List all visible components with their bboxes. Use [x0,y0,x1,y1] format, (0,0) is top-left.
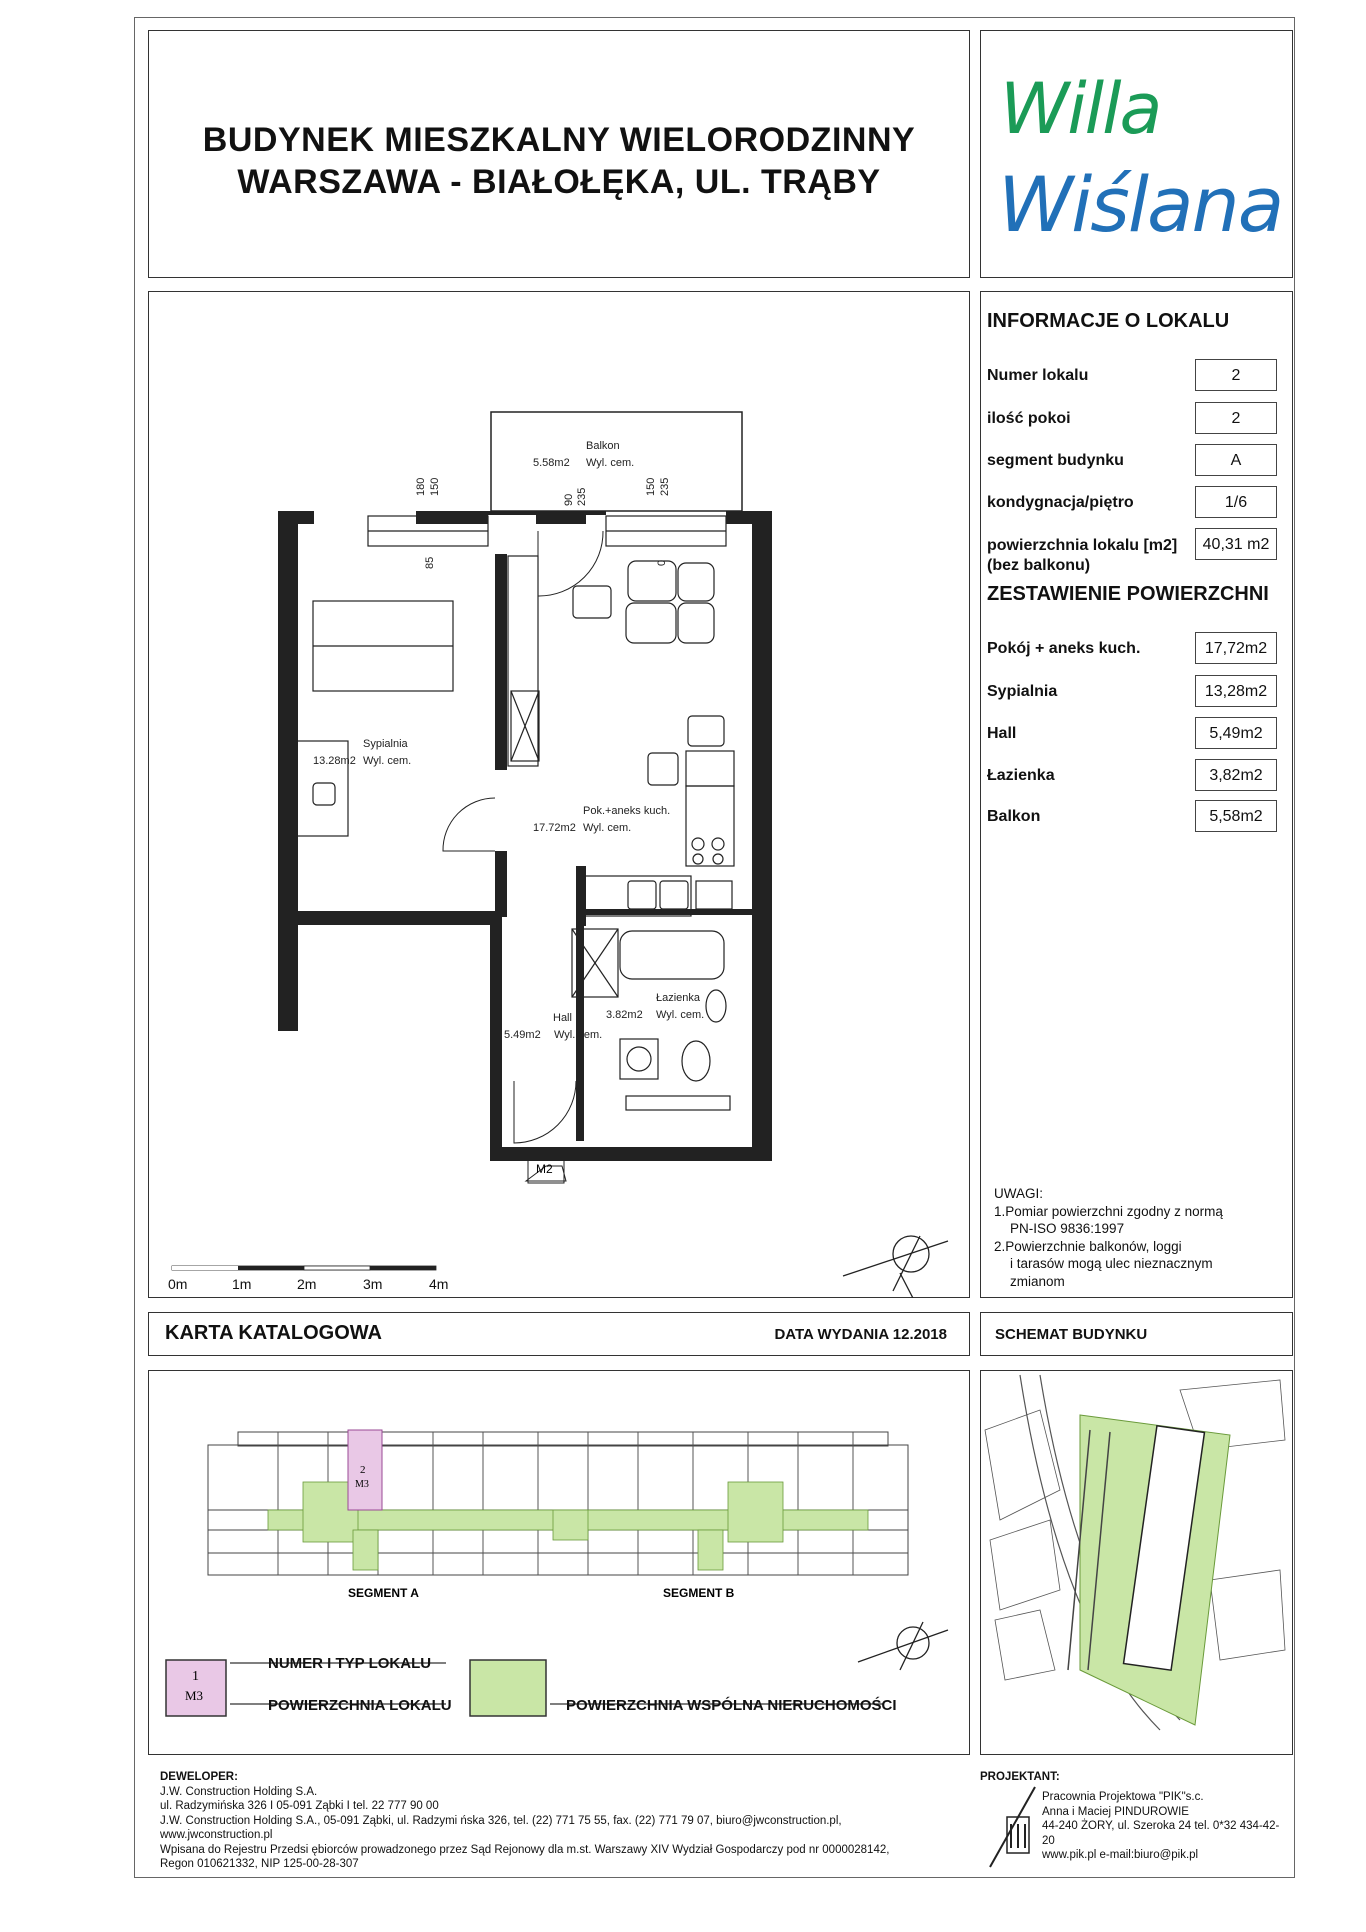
area-label-balcony: Balkon [987,808,1041,825]
developer-info [160,1770,940,1872]
legend-common: POWIERZCHNIA WSPÓLNA NIERUCHOMOŚCI [566,1697,897,1714]
area-value-living: 17,72m2 [1195,632,1277,664]
room-name-pokoj: Pok.+aneks kuch. [583,805,671,817]
info-label-floor: kondygnacja/piętro [987,494,1134,511]
note-line: 2.Powierzchnie balkonów, loggi [994,1238,1182,1254]
developer-title: DEWELOPER: [160,1771,238,1783]
area-label-bedroom: Sypialnia [987,683,1058,700]
dim-label: 180 [415,477,427,496]
info-label-number: Numer lokalu [987,367,1089,384]
info-value-number: 2 [1195,359,1277,391]
developer-line: J.W. Construction Holding S.A. [160,1785,318,1798]
legend-unit-type: M3 [185,1688,204,1703]
catalog-title: KARTA KATALOGOWA [165,1322,383,1344]
title-box [148,30,970,278]
scale-label: 2m [297,1276,317,1292]
room-name-lazienka: Łazienka [656,992,701,1004]
legend-area: POWIERZCHNIA LOKALU [268,1697,452,1714]
schema-bar [980,1312,1293,1356]
room-name-sypialnia: Sypialnia [363,738,408,750]
developer-line: Wpisana do Rejestru Przedsi ębiorców prowadzonego przez Sąd Rejonowy dla m.st. Warszawy XIV Wydział Gospodarczy pod nr 0000028142, [160,1843,890,1856]
area-label-bathroom: Łazienka [987,767,1055,784]
area-value-balcony: 5,58m2 [1195,800,1277,832]
schema-title: SCHEMAT BUDYNKU [995,1326,1148,1343]
segment-b: SEGMENT B [663,1586,735,1600]
area-label-hall: Hall [987,725,1017,742]
dim-label: 0 [656,559,668,566]
floor-plan [148,291,970,1298]
notes [994,1185,1223,1290]
note-line: i tarasów mogą ulec nieznacznym [1010,1256,1213,1271]
area-value-hall: 5,49m2 [1195,717,1277,749]
designer-line: Anna i Maciej PINDUROWIE [1042,1805,1189,1818]
info-label-area: powierzchnia lokalu [m2] [987,537,1178,554]
area-label-living: Pokój + aneks kuch. [987,640,1141,657]
room-floor-hall: Wyl. cem. [554,1029,603,1041]
room-floor-sypialnia: Wyl. cem. [363,755,412,767]
note-line: PN-ISO 9836:1997 [1010,1221,1125,1236]
notes-title: UWAGI: [994,1186,1043,1201]
catalog-bar [148,1312,970,1356]
segment-a: SEGMENT A [348,1586,419,1600]
legend-common-swatch [470,1660,546,1716]
designer-line: www.pik.pl e-mail:biuro@pik.pl [1042,1849,1199,1861]
dim-label: 90 [563,493,575,506]
title-line-1: BUDYNEK MIESZKALNY WIELORODZINNY [202,121,916,159]
scale-label: 0m [168,1276,188,1292]
issue-date: DATA WYDANIA 12.2018 [774,1326,947,1343]
areas-heading: ZESTAWIENIE POWIERZCHNI [987,583,1269,605]
room-floor-pokoj: Wyl. cem. [583,822,632,834]
dim-label: 150 [429,477,441,496]
scale-label: 4m [429,1276,449,1292]
dim-label: 85 [424,556,436,569]
north-arrow-icon [843,1236,948,1298]
dim-label: 235 [659,477,671,496]
developer-line: Regon 010621332, NIP 125-00-28-307 [160,1858,359,1870]
site-schema [980,1370,1293,1755]
outer-walls [278,511,772,1161]
info-label-area-note: (bez balkonu) [987,557,1091,574]
info-box [980,291,1293,1298]
scale-label: 3m [363,1276,383,1292]
designer-line: Pracownia Projektowa "PIK"s.c. [1042,1791,1204,1803]
room-area-pokoj: 17.72m2 [533,822,576,834]
unit-tag: M2 [536,1162,553,1176]
room-area-sypialnia: 13.28m2 [313,755,356,767]
room-name-balkon: Balkon [586,440,620,452]
developer-line: J.W. Construction Holding S.A., 05-091 Ząbki, ul. Radzymi ńska 326, tel. (22) 771 75 55, fax. (22) 771 79 07, biuro@jwconstruction.pl, www.jwconstruction.pl [160,1814,842,1841]
designer-title: PROJEKTANT: [980,1771,1060,1783]
page-title [149,119,969,203]
designer-line: 44-240 ŻORY, ul. Szeroka 24 tel. 0*32 434-42-20 [1042,1820,1280,1847]
area-value-bathroom: 3,82m2 [1195,759,1277,791]
info-label-segment: segment budynku [987,452,1124,469]
legend-unit-number: 1 [192,1669,199,1684]
info-value-floor: 1/6 [1195,486,1277,518]
keyplan-unit-type: M3 [355,1479,369,1490]
room-area-lazienka: 3.82m2 [606,1009,643,1021]
room-name-hall: Hall [553,1012,572,1024]
room-floor-balkon: Wyl. cem. [586,457,635,469]
scale-label: 1m [232,1276,252,1292]
info-value-rooms: 2 [1195,402,1277,434]
designer-info [1042,1790,1282,1863]
info-label-rooms: ilość pokoi [987,410,1071,427]
logo-willa: Willa [1000,68,1161,150]
note-line: zmianom [1010,1273,1065,1289]
info-value-area: 40,31 m2 [1195,528,1277,560]
area-value-bedroom: 13,28m2 [1195,675,1277,707]
furniture [293,556,734,1110]
room-area-balkon: 5.58m2 [533,457,570,469]
legend-numer: NUMER I TYP LOKALU [268,1655,432,1672]
keyplan-unit-number: 2 [360,1464,366,1476]
developer-line: ul. Radzymińska 326 I 05-091 Ząbki I tel. 22 777 90 00 [160,1800,439,1812]
room-area-hall: 5.49m2 [504,1029,541,1041]
scale-bar [172,1266,436,1270]
dim-label: 150 [645,477,657,496]
note-line: 1.Pomiar powierzchni zgodny z normą [994,1203,1223,1219]
info-heading: INFORMACJE O LOKALU [987,310,1230,332]
north-arrow-icon [858,1622,948,1670]
info-value-segment: A [1195,444,1277,476]
logo-wislana: Wiślana [998,160,1283,249]
room-floor-lazienka: Wyl. cem. [656,1009,705,1021]
title-line-2: WARSZAWA - BIAŁOŁĘKA, UL. TRĄBY [237,163,881,201]
dim-label: 235 [576,487,588,506]
pik-logo-icon [985,1782,1045,1872]
